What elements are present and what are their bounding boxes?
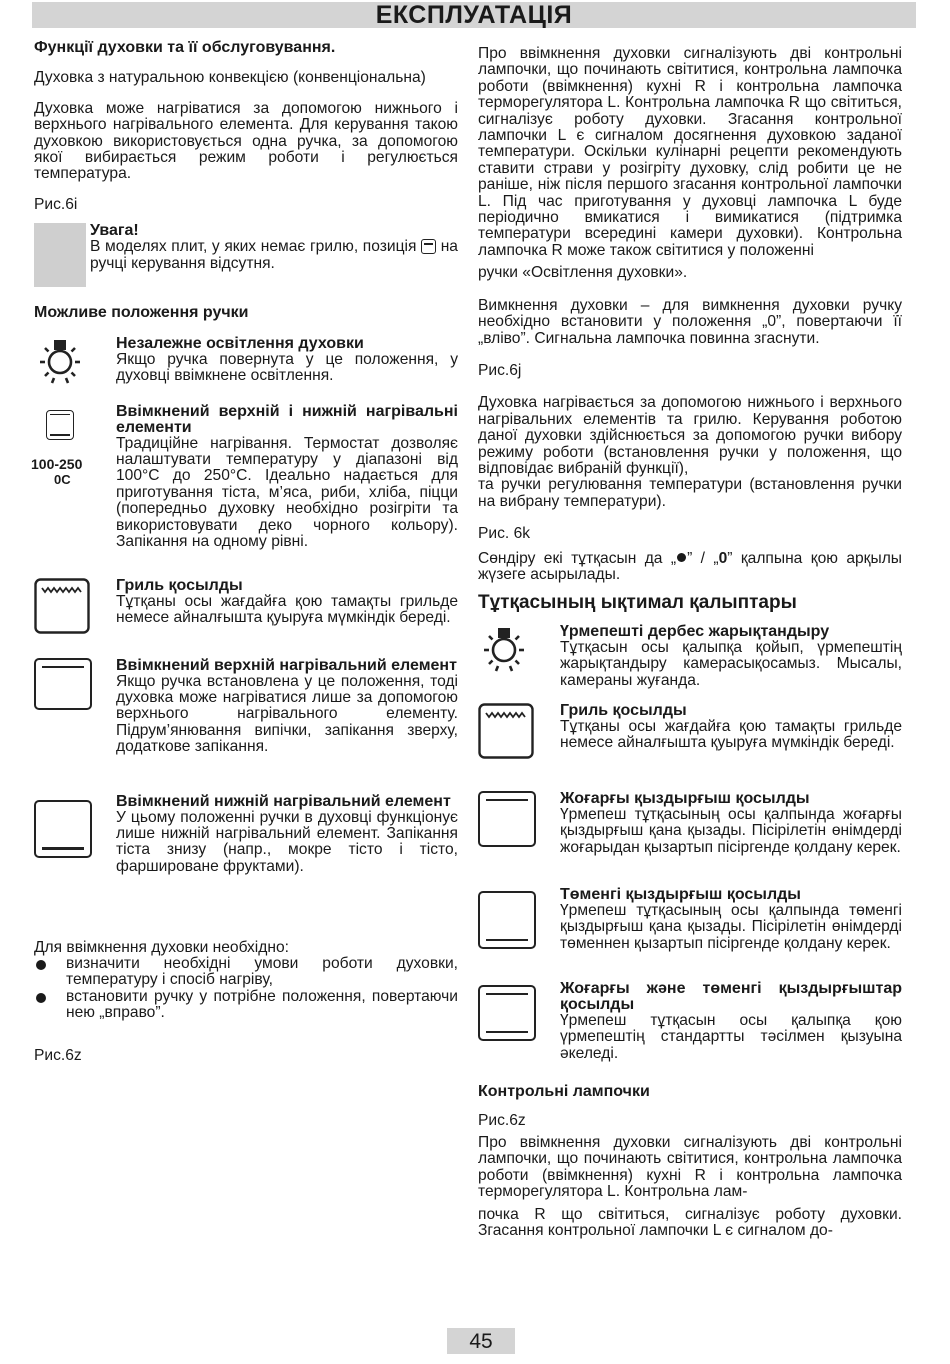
list-item: встановити ручку у потрібне положення, повертаючи нею „вправо”. bbox=[34, 989, 458, 1022]
figure-ref: Рис. 6k bbox=[478, 525, 531, 543]
knob-position-grill bbox=[34, 578, 458, 640]
warning-text: В моделях плит, у яких немає грилю, позиція на ручці керування відсутня. bbox=[90, 238, 458, 272]
filled-circle-icon bbox=[677, 553, 686, 562]
page-header-title: ЕКСПЛУАТАЦІЯ bbox=[375, 1, 573, 29]
top-bottom-heat-icon bbox=[478, 985, 536, 1041]
top-heater-icon bbox=[478, 791, 536, 847]
item-text: Якщо ручка повернута у це положення, у духовці ввімкнене освітлення. bbox=[116, 350, 458, 385]
item-text: Тұтқасын осы қалыпқа қойып, үрмепештің жарықтандыру камерасықосамыз. Мысалы, камераны жуғанда. bbox=[560, 638, 902, 689]
grill-icon bbox=[34, 578, 90, 634]
paragraph: Вимкнення духовки – для вимкнення духовки ручку необхідно встановити у положення „0”, повертаючи її „вліво”. Сигнальна лампочка повинна згаснути. bbox=[478, 296, 902, 347]
knob-position-light bbox=[34, 336, 458, 396]
bullet-icon bbox=[36, 960, 46, 970]
item-title: Төменгі қыздырғыш қосылды bbox=[560, 886, 801, 903]
knob-position-bottom-heater bbox=[34, 794, 458, 904]
paragraph: ручки «Освітлення духовки». bbox=[478, 264, 688, 282]
warning-title: Увага! bbox=[90, 222, 139, 240]
figure-ref: Рис.6i bbox=[34, 195, 78, 213]
item-text: Традиційне нагрівання. Термостат дозволяє налаштувати температуру у діапазоні від 100°C до 250°C. Ідеально надається для приготування тіста, м’яса, риби, хліба, піцци (попередньо духовку необхідно розігріти та використовувати деко чорного кольору). Запікання на одному рівні. bbox=[116, 434, 458, 551]
page-header bbox=[32, 2, 916, 28]
paragraph: Духовка може нагріватися за допомогою нижнього і верхнього нагрівального елемента. Для керування такою духовкою використовується одна ручка, за допомогою якої вибирається режим роботи і регулюється температура. bbox=[34, 99, 458, 183]
figure-ref: Рис.6z bbox=[34, 1046, 82, 1064]
paragraph: та ручки регулювання температури (встановлення ручки на вибрану температури). bbox=[478, 476, 902, 510]
grill-icon bbox=[478, 703, 534, 759]
kk-position-light bbox=[478, 624, 902, 689]
paragraph: Духовка з натуральною конвекцією (конвенціональна) bbox=[34, 69, 426, 87]
paragraph: почка R що світиться, сигналізує роботу духовки. Згасання контрольної лампочки L є сигналом до- bbox=[478, 1205, 902, 1240]
warning-box bbox=[34, 223, 458, 289]
temp-unit-label: 0C bbox=[54, 471, 71, 487]
subheading: Контрольні лампочки bbox=[478, 1083, 650, 1101]
item-title: Гриль қосылды bbox=[560, 702, 687, 719]
bullet-icon bbox=[36, 993, 46, 1003]
bottom-heater-icon bbox=[478, 891, 536, 949]
item-text: Тұтқаны осы жағдайға қою тамақты грильде немесе айналғышта қуыруға мүмкіндік береді. bbox=[116, 592, 458, 627]
oven-light-icon bbox=[34, 336, 86, 388]
item-text: Якщо ручка встановлена у це положення, тоді духовка може нагріватися лише за допомогою верхнього нагрівального елементу. Підрум’янювання випічки, запікання зверху, додаткове запікання. bbox=[116, 672, 458, 756]
item-title: Гриль қосылды bbox=[116, 576, 243, 594]
item-title: Ввімкнений нижній нагрівальний елемент bbox=[116, 792, 451, 810]
item-text: Тұтқаны осы жағдайға қою тамақты грильде немесе айналғышта қуыруға мүмкіндік береді. bbox=[560, 718, 902, 752]
item-title: Жоғарғы қыздырғыш қосылды bbox=[560, 790, 810, 807]
item-title: Үрмепешті дербес жарықтандыру bbox=[560, 622, 830, 640]
instructions-list bbox=[34, 956, 458, 1022]
item-text: У цьому положенні ручки в духовці функціонує лише нижній нагрівальний елемент. Запікання тіста знизу (напр., мокре тісто і тісто, фаршироване фруктами). bbox=[116, 808, 458, 875]
instructions-intro: Для ввімкнення духовки необхідно: bbox=[34, 938, 289, 956]
kk-position-grill bbox=[478, 703, 902, 773]
knob-position-top-bottom bbox=[31, 402, 458, 564]
paragraph: Про ввімкнення духовки сигналізують дві контрольні лампочки, що починають світитися, контрольна лампочка роботи (ввімкнення) кухні R і контрольна лампочка терморегулятора L. Контрольна лампочка R що світиться, сигналізує роботу духовки. Згасання контрольної лампочки L є сигналом досягнення духовкою заданої температури. Оскільки кулінарні рецепти рекомендують ставити страви у розігріту духовку, слід робити це не раніше, ніж після першого згасання контрольної лампочки L. Під час приготування у духовці лампочка L буде періодично вмикатися і вимикатися (підтримка температури всередині камери духовки). Контрольна лампочка R може також світитися у положенні bbox=[478, 45, 902, 259]
item-text: Үрмепеш тұтқасының осы қалпында жоғарғы қыздырғыш қана қызады. Пісірілетін өнімдерді жоғарыдан қызартып пісіргенде қолдану керек. bbox=[560, 806, 902, 856]
oven-light-icon bbox=[478, 624, 530, 676]
top-heater-icon bbox=[34, 658, 92, 710]
bottom-heater-icon bbox=[34, 800, 92, 858]
warning-marker bbox=[34, 223, 86, 287]
subheading: Можливе положення ручки bbox=[34, 304, 249, 322]
figure-ref: Рис.6j bbox=[478, 361, 522, 379]
list-item: визначити необхідні умови роботи духовки, температуру і спосіб нагріву, bbox=[34, 956, 458, 989]
item-title: Ввімкнений верхній нагрівальний елемент bbox=[116, 656, 457, 674]
paragraph: Сөндіру екі тұтқасын да „ ” / „0” қалпына қою арқылы жүзеге асырылады. bbox=[478, 549, 902, 583]
item-text: Үрмепеш тұтқасын осы қалыпқа қою үрмепештің стандартты тәсілмен қызуына әкеледі. bbox=[560, 1012, 902, 1062]
item-title: Жоғарғы және төменгі қыздырғыштар қосылды bbox=[560, 980, 902, 1013]
paragraph: Про ввімкнення духовки сигналізують дві контрольні лампочки, що починають світитися, контрольна лампочка роботи (ввімкнення) кухні R і контрольна лампочка терморегулятора L. Контрольна лам- bbox=[478, 1134, 902, 1201]
section-heading: Тұтқасының ықтимал қалыптары bbox=[478, 592, 797, 614]
left-column bbox=[31, 39, 458, 1064]
paragraph: Духовка нагрівається за допомогою нижнього і верхнього нагрівальних елементів та грилю. Керування роботою даної духовки здійснюється за допомогою ручки вибору режиму роботи (встановлення ручки у положення, що відповідає вибраній функції), bbox=[478, 394, 902, 477]
right-column bbox=[478, 40, 902, 1239]
kk-position-top-bottom bbox=[478, 981, 902, 1062]
item-text: Үрмепеш тұтқасының осы қалпында төменгі қыздырғыш қана қызады. Пісірілетін өнімдерді төменнен қызартып пісіргенде қолдану керек. bbox=[560, 902, 902, 952]
section-heading: Функції духовки та її обслуговування. bbox=[34, 39, 336, 56]
temp-range-label: 100-250 bbox=[31, 455, 83, 472]
kk-position-top-heater bbox=[478, 791, 902, 871]
item-title: Незалежне освітлення духовки bbox=[116, 334, 364, 352]
kk-position-bottom-heater bbox=[478, 887, 902, 967]
page-number: 45 bbox=[447, 1328, 515, 1354]
figure-ref: Рис.6z bbox=[478, 1111, 526, 1129]
grill-mini-icon bbox=[421, 239, 436, 254]
item-title: Ввімкнений верхній і нижній нагрівальні елементи bbox=[116, 402, 458, 436]
knob-position-top-heater bbox=[34, 658, 458, 778]
